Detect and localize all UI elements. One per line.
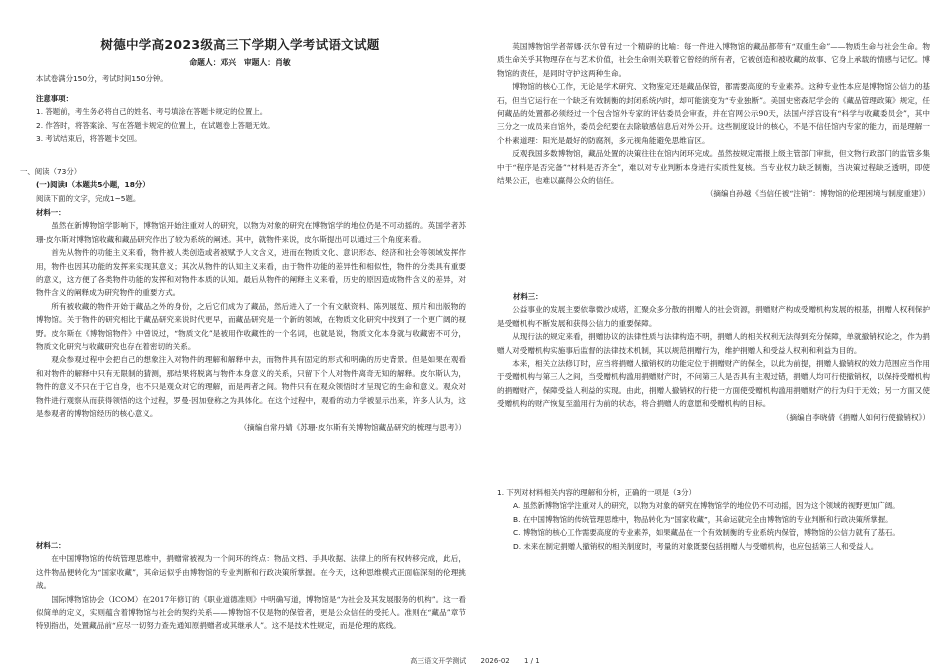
notice-item-1: 1. 答题前，考生务必将自己的姓名、考号填涂在答题卡规定的位置上。 — [36, 107, 268, 117]
material-1-para-1: 虽然在新博物馆学影响下，博物馆开始注重对人的研究，以物为对象的研究在博物馆学的地位仍是不可动摇的。英国学者苏珊·皮尔斯对博物馆收藏和藏品研究作出了较为系统的阐述。其中，就物件来说，皮尔斯提出可以通过三个角度来看。 — [36, 221, 466, 244]
material-2-para-1: 在中国博物馆的传统管理思维中，捐赠常被视为一个间环的终点：物品文档、手具收据、法律上的所有权转移完成，此后，这件物品便转化为“国家收藏”，其命运似乎由博物馆的专业判断和行政决策所掌握。在今天，这种思维模式正面临深刻的伦理挑战。 — [36, 554, 466, 591]
question-1-option-d: D. 未来在制定捐赠人撤销权的相关制度时，考量的对象既要包括捐赠人与受赠机构，也应包括第三人和受益人。 — [513, 541, 879, 551]
page-footer — [0, 656, 950, 666]
notice-item-2: 2. 作答时，将答案涂、写在答题卡规定的位置上，在试题卷上答题无效。 — [36, 120, 275, 130]
section-1-heading: 一、阅读（73分） — [20, 167, 82, 176]
notice-block — [36, 92, 466, 146]
material-2-para-5: 反观我国多数博物馆，藏品处置的决策往往在馆内闭环完成。虽然按规定需报上级主管部门审批，但文物行政部门的监管多集中于“程序是否完备”“材料是否齐全”，难以对专业判断本身进行实质性复核。当专业权力缺乏制衡，当决策过程缺乏透明，即使结果公正，也难以赢得公众的信任。 — [497, 149, 930, 186]
material-1 — [36, 206, 466, 434]
notice-heading: 注意事项： — [36, 94, 73, 103]
material-3-para-3: 本来，相关立法修订时，应当将捐赠人撤销权的功能定位于捐赠财产的保全，以此为前提，捐赠人撤销权的效力范围应当作用于受赠机构与第三人之间，当受赠机构滥用捐赠财产时，不问第三人是否具有主观过错，捐赠人均可行使撤销权，以保持受赠机构的捐赠财产，保障受益人利益的实现。由此，捐赠人撤销权的行使一方面使受赠机构滥用捐赠财产的行为归于无效；另一方面又使受赠机构的财产恢复至滥用行为前的状态，将合捐赠人的意愿和受赠机构的目标。 — [497, 359, 930, 409]
question-1-option-b: B. 在中国博物馆的传统管理思维中，物品转化为“国家收藏”，其命运就完全由博物馆的专业判断和行政决策所掌握。 — [513, 514, 893, 524]
section-1-sub: (一)阅读Ⅰ（本题共5小题，18分） — [36, 180, 150, 190]
notice-item-3: 3. 考试结束后，将答题卡交回。 — [36, 134, 142, 144]
question-1-option-a: A. 虽然新博物馆学注重对人的研究，以物为对象的研究在博物馆学的地位仍不可动摇，因为这个领域的视野更加广阔。 — [513, 501, 900, 511]
material-3 — [497, 290, 930, 424]
material-3-para-1: 公益事业的发展主要依靠微沙成塔，汇聚众多分散的捐赠人的社会资源，捐赠财产构成受赠机构发展的根基，捐赠人权利保护是受赠机构不断发展和获得公信力的重要保障。 — [497, 305, 930, 328]
material-1-para-2: 首先从物件的功能主义来看，物件被人类创造或者被赋予人文含义，进而在物质文化、意识形态、经济和社会等领域发挥作用，物件也因其功能的发挥来实现其意义；其次从物件的认知主义来看，由于物件功能的差异性和相似性，物件的分类具有重要的意义，这方便了各类物件功能的发挥和对物件本质的认知。最后从物件的阐释主义来看，历史的原因造成物件含义的差异，对物件含义的阐释成为研究物件的重要方式。 — [36, 248, 466, 298]
material-3-para-2: 从现行法的规定来看，捐赠协议的法律性质与法律构造不明，捐赠人的相关权利无法得到充分保障，单就撤销权论之，作为捐赠人对受赠机构实施事后监督的法律技术机制，其以规范捐赠行为，维护捐赠人和受益人权利和利益为目的。 — [497, 332, 930, 355]
question-1 — [497, 486, 930, 553]
material-2-label: 材料二： — [36, 541, 66, 550]
question-1-stem: 1. 下列对材料相关内容的理解和分析，正确的一项是（3分） — [497, 488, 696, 497]
footer-page: 1 / 1 — [524, 657, 540, 665]
material-2-cont — [497, 40, 930, 201]
material-1-label: 材料一： — [36, 208, 66, 217]
material-3-source: （摘编自李晓倩《捐赠人如何行使撤销权》） — [781, 412, 930, 422]
material-2-start — [36, 539, 466, 631]
material-1-para-4: 观众参观过程中会把自己的想象注入对物件的理解和解释中去，而物件具有固定的形式和明确的历史背景。但是如果在观看和对物件的解释中只有无限制的猜测，那结果将脱离与物件本身意义的关系，只留下个人对物件离奇无知的解释。皮尔斯认为，物件的意义不只在于它自身，也不只是观众对它的理解，而是两者之间。物件只有在观众领悟时才呈现它的生命和意义。观众对物件进行观察从而获得领悟的这个过程，罗曼·因加登称之为具体化。在这个过程中，观看的动力学被显示出来，许多人认为，这是参观者的博物馆经历的核心意义。 — [36, 355, 466, 419]
material-1-para-3: 所有被收藏的物件开始于藏品之外的身份，之后它们成为了藏品，然后进入了一个有文献资料、陈列展览、照片和出版物的博物馆。关于物件的研究相比于藏品研究来说时代更早，而藏品研究是一个新的领域，在物质文化研究中找到了一个更广阔的视野。皮尔斯在《博物馆物件》中曾说过，“物质文化”是被用作收藏性的一个名词，也就是说，物质文化本身就与收藏密不可分，物质文化研究与收藏研究也存在着密切的关系。 — [36, 301, 466, 352]
section-1 — [20, 165, 460, 205]
material-2-para-3: 英国博物馆学者蒂娜·沃尔曾有过一个精辟的比喻：每一件进入博物馆的藏品都带有“双重生命”——物质生命与社会生命。物质生命关乎其物理存在与艺术价值，社会生命则关联着它曾经的所有者，它被创造和被收藏的故事、它身上承载的情感与记忆。博物馆的责任，是同时守护这两种生命。 — [497, 42, 931, 78]
score-info: 本试卷满分150分，考试时间150分钟。 — [36, 74, 168, 83]
section-1-instruction: 阅读下面的文字，完成1~5题。 — [36, 193, 141, 203]
footer-subject: 高三语文开学测试 — [410, 657, 467, 665]
material-2-para-2: 国际博物馆协会（ICOM）在2017年修订的《职业道德准则》中明确写道，博物馆是“为社会及其发展服务的机构”。这一看似简单的定义，实则蕴含着博物馆与社会的契约关系——博物馆不仅是物的保管者，更是公众信任的受托人。准则在“藏品”章节特别指出，处置藏品前“应尽一切努力查先通知原捐赠者或其继承人”。这不是技术性规定，而是伦理的底线。 — [36, 594, 466, 631]
footer-date: 2026-02 — [480, 657, 510, 665]
exam-title: 树德中学高2023级高三下学期入学考试语文试题 — [100, 37, 380, 52]
exam-authors: 命题人：邓兴 审题人：肖敏 — [189, 58, 291, 67]
question-1-option-c: C. 博物馆的核心工作需要高度的专业素养，如果藏品在一个有效制衡的专业系统内保管，博物馆的公信力就有了基石。 — [513, 528, 900, 538]
material-3-label: 材料三： — [513, 292, 543, 301]
material-1-source: （摘编自常丹婧《苏珊·皮尔斯有关博物馆藏品研究的梳理与思考》） — [239, 422, 466, 432]
material-2-source: （摘编自孙越《当信任被“注销”：博物馆的伦理困境与制度重建》） — [705, 189, 930, 199]
material-2-para-4: 博物馆的核心工作，无论是学术研究、文物鉴定还是藏品保管，都需要高度的专业素养。这种专业性本应是博物馆公信力的基石，但当它运行在一个缺乏有效制衡的封闭系统内时，却可能演变为“专业独断”。美国史密森尼学会的《藏品管理政策》规定，任何藏品的处置都必须经过一个包含馆外专家的评估委员会审查，并在官网公示90天，法国卢浮宫设有“科学与收藏委员会”，其中三分之一成员来自馆外，委员会纪要在去除敏感信息后对外公开。这些制度设计的核心，不是不信任馆内专家的能力，而是理解一个朴素道理：阳光是最好的防腐剂，多元视角能避免思维盲区。 — [497, 82, 931, 145]
